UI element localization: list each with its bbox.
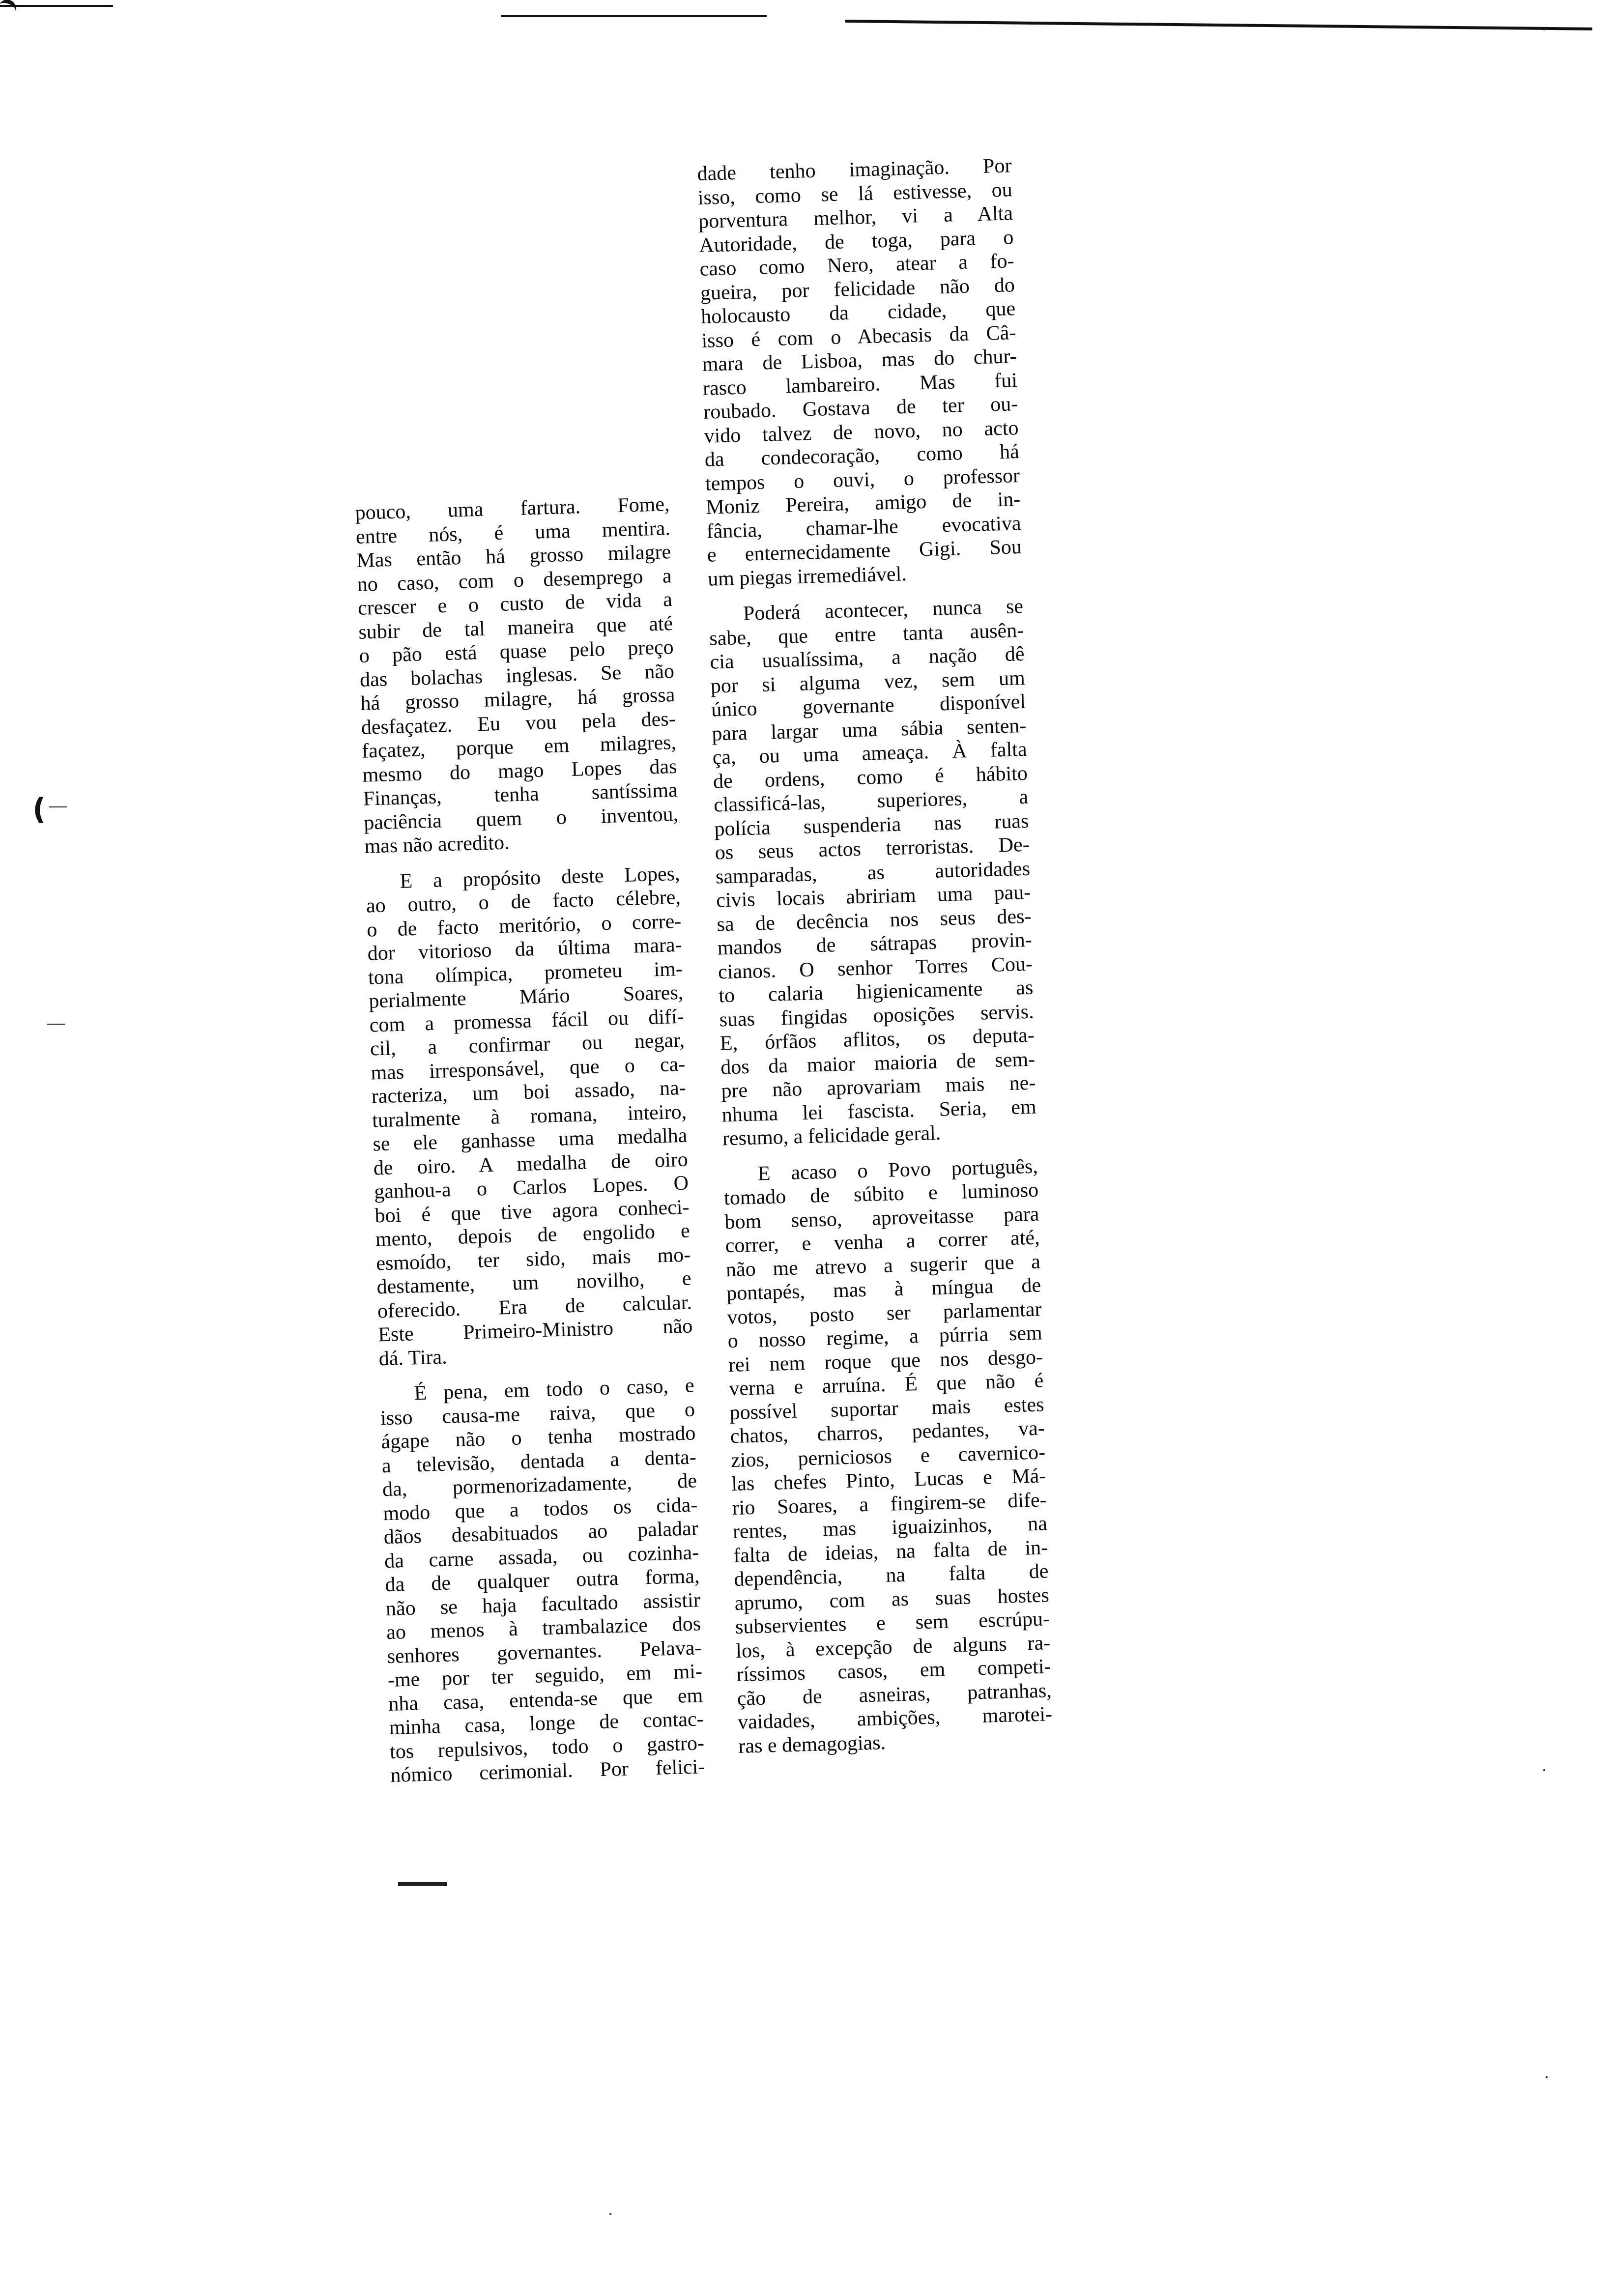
paragraph <box>365 861 693 1371</box>
scan-smudge <box>398 1882 447 1886</box>
text-line: Mas então há grosso milagre <box>356 541 671 572</box>
text-line: classificá-las, superiores, a <box>713 785 1029 817</box>
text-line: samparadas, as autoridades <box>715 857 1031 888</box>
scan-top-edge-right <box>845 20 1592 30</box>
text-line: ríssimos casos, em competi- <box>736 1655 1051 1686</box>
text-line: único governante disponível <box>711 690 1026 721</box>
paragraph <box>355 492 679 859</box>
text-line: É pena, em todo o caso, e <box>414 1374 695 1405</box>
text-line: da carne assada, ou cozinha- <box>384 1541 699 1573</box>
text-line: senhores governantes. Pelava- <box>387 1636 702 1668</box>
text-line: mas irresponsável, que o ca- <box>370 1053 686 1085</box>
text-line: destamente, um novilho, e <box>376 1267 692 1299</box>
text-line: correr, e venha a correr até, <box>725 1226 1040 1258</box>
punch-hole-mark-upper: ( <box>32 792 46 827</box>
text-line: roubado. Gostava de ter ou- <box>703 393 1018 424</box>
text-line: da condecoração, como há <box>704 440 1020 471</box>
text-line: -me por ter seguido, em mi- <box>387 1660 703 1692</box>
text-line: não me atrevo a sugerir que a <box>725 1250 1041 1281</box>
paragraph <box>708 595 1037 1151</box>
text-line: mara de Lisboa, mas do chur- <box>702 345 1017 376</box>
text-line: tempos o ouvi, o professor <box>705 464 1020 495</box>
text-line: cil, a confirmar ou negar, <box>370 1029 685 1061</box>
text-line: rio Soares, a fingirem-se dife- <box>732 1488 1047 1520</box>
text-line: dos da maior maioria de sem- <box>720 1048 1036 1079</box>
text-line: votos, posto ser parlamentar <box>726 1297 1042 1329</box>
scan-top-edge-left <box>0 5 113 7</box>
text-line: possível suportar mais estes <box>729 1393 1045 1424</box>
text-line: desfaçatez. Eu vou pela des- <box>361 707 676 739</box>
text-line: rasco lambareiro. Mas fui <box>702 369 1018 400</box>
text-line: dãos desabituados ao paladar <box>383 1517 699 1549</box>
text-line: por si alguma vez, sem um <box>710 666 1026 698</box>
text-line: E acaso o Povo português, <box>757 1155 1038 1185</box>
scan-top-edge-middle <box>501 15 767 17</box>
text-line: no caso, com o desemprego a <box>357 564 672 596</box>
text-line: porventura melhor, vi a Alta <box>698 202 1013 233</box>
text-line: pontapés, mas à míngua de <box>726 1274 1041 1305</box>
text-line: entre nós, é uma mentira. <box>355 517 671 548</box>
text-line: o pão está quase pelo preço <box>359 636 674 667</box>
scan-speck <box>1543 1769 1545 1771</box>
text-line: dependência, na falta de <box>733 1560 1049 1591</box>
text-line: paciência quem o inventou, <box>363 803 679 834</box>
text-line: E a propósito deste Lopes, <box>399 862 681 893</box>
text-line: ganhou-a o Carlos Lopes. O <box>374 1172 689 1204</box>
text-line: Autoridade, de toga, para o <box>698 226 1014 257</box>
text-line: resumo, a felicidade geral. <box>722 1121 941 1150</box>
text-line: fância, chamar-lhe evocativa <box>706 512 1022 543</box>
text-line: pre não aprovariam mais ne- <box>720 1071 1036 1103</box>
text-line: ção de asneiras, patranhas, <box>737 1679 1052 1710</box>
paragraph <box>697 154 1023 591</box>
text-line: da, pormenorizadamente, de <box>382 1469 697 1501</box>
text-line: turalmente à romana, inteiro, <box>372 1100 687 1132</box>
text-line: dor vitorioso da última mara- <box>367 933 683 965</box>
text-line: zios, perniciosos e cavernico- <box>730 1440 1046 1472</box>
text-line: os seus actos terroristas. De- <box>715 833 1030 864</box>
scan-speck <box>1543 29 1545 30</box>
text-line: ágape não o tenha mostrado <box>380 1422 696 1454</box>
text-line: civis locais abririam uma pau- <box>716 881 1031 912</box>
text-line: o nosso regime, a púrria sem <box>727 1321 1043 1353</box>
text-line: o de facto meritório, o corre- <box>366 910 682 942</box>
text-line: E, órfãos aflitos, os deputa- <box>720 1024 1035 1055</box>
text-line: crescer e o custo de vida a <box>357 588 673 620</box>
text-line: ça, ou uma ameaça. À falta <box>712 738 1028 769</box>
text-line: dá. Tira. <box>378 1345 448 1370</box>
text-line: vaidades, ambições, marotei- <box>737 1703 1053 1734</box>
text-line: gueira, por felicidade não do <box>700 273 1015 305</box>
text-line: de ordens, como é hábito <box>713 762 1028 793</box>
text-line: subservientes e sem escrúpu- <box>735 1607 1050 1638</box>
text-line: polícia suspenderia nas ruas <box>714 809 1029 841</box>
text-line: rei nem roque que nos desgo- <box>728 1345 1043 1377</box>
text-line: cianos. O senhor Torres Cou- <box>718 952 1033 983</box>
text-line: não se haja facultado assistir <box>385 1588 701 1620</box>
text-line: mesmo do mago Lopes das <box>362 755 677 787</box>
text-line: sabe, que entre tanta ausên- <box>709 619 1024 650</box>
text-line: dade tenho imaginação. Por <box>697 154 1012 185</box>
text-line: das bolachas inglesas. Se não <box>359 660 675 691</box>
text-line: perialmente Mário Soares, <box>368 981 684 1013</box>
text-line: isso, como se lá estivesse, ou <box>697 178 1013 209</box>
text-line: há grosso milagre, há grossa <box>360 683 675 715</box>
text-line: suas fingidas oposições servis. <box>719 1000 1035 1031</box>
text-line: tos repulsivos, todo o gastro- <box>389 1731 705 1763</box>
text-line: para largar uma sábia senten- <box>711 714 1027 746</box>
text-line: boi é que tive agora conheci- <box>374 1196 690 1227</box>
text-line: oferecido. Era de calcular. <box>377 1291 692 1322</box>
punch-hole-underline-lower <box>47 1024 65 1025</box>
text-line: tomado de súbito e luminoso <box>723 1178 1039 1210</box>
text-line: mas não acredito. <box>364 831 510 858</box>
text-line: aprumo, com as suas hostes <box>734 1583 1050 1615</box>
text-line: minha casa, longe de contac- <box>389 1708 704 1740</box>
text-line: mandos de sátrapas provin- <box>717 928 1033 960</box>
scan-speck <box>1546 2076 1548 2078</box>
text-line: nhuma lei fascista. Seria, em <box>721 1095 1037 1126</box>
text-line: to calaria higienicamente as <box>718 976 1034 1007</box>
text-line: se ele ganhasse uma medalha <box>372 1124 688 1156</box>
text-line: e enternecidamente Gigi. Sou <box>707 535 1022 567</box>
text-line: nha casa, entenda-se que em <box>388 1684 703 1716</box>
text-line: um piegas irremediável. <box>707 562 907 591</box>
text-line: nómico cerimonial. Por felici- <box>390 1755 705 1787</box>
text-line: isso é com o Abecasis da Câ- <box>701 321 1016 352</box>
text-line: a televisão, dentada a denta- <box>381 1445 697 1477</box>
text-line: los, à excepção de alguns ra- <box>735 1631 1051 1663</box>
text-line: de oiro. A medalha de oiro <box>373 1148 689 1179</box>
text-line: subir de tal maneira que até <box>358 612 673 644</box>
paragraph <box>379 1374 705 1787</box>
text-line: ras e demagogias. <box>738 1731 886 1758</box>
text-line: Poderá acontecer, nunca se <box>743 595 1024 625</box>
text-line: da de qualquer outra forma, <box>384 1565 700 1597</box>
text-line: isso causa-me raiva, que o <box>380 1398 695 1430</box>
text-line: racteriza, um boi assado, na- <box>371 1076 687 1108</box>
text-line: rentes, mas iguaizinhos, na <box>732 1512 1048 1544</box>
text-line: las chefes Pinto, Lucas e Má- <box>731 1464 1046 1496</box>
text-line: tona olímpica, prometeu im- <box>368 957 683 989</box>
text-line: pouco, uma fartura. Fome, <box>355 493 670 524</box>
text-line: falta de ideias, na falta de in- <box>733 1536 1048 1567</box>
text-line: Finanças, tenha santíssima <box>363 778 678 810</box>
text-line: sa de decência nos seus des- <box>717 905 1032 936</box>
text-line: Moniz Pereira, amigo de in- <box>705 488 1021 519</box>
text-line: holocausto da cidade, que <box>700 297 1016 328</box>
text-line: chatos, charros, pedantes, va- <box>730 1417 1045 1448</box>
text-line: Este Primeiro-Ministro não <box>377 1315 693 1347</box>
text-line: ao menos à trambalazice dos <box>386 1612 701 1644</box>
text-line: bom senso, aproveitasse para <box>724 1203 1039 1234</box>
text-line: com a promessa fácil ou difí- <box>369 1005 685 1037</box>
text-line: caso como Nero, atear a fo- <box>699 250 1015 281</box>
text-line: modo que a todos os cida- <box>382 1493 698 1525</box>
text-line: esmoído, ter sido, mais mo- <box>375 1243 691 1275</box>
scan-speck <box>609 2213 611 2215</box>
article-column-left <box>355 492 705 1787</box>
text-line: façatez, porque em milagres, <box>361 731 677 763</box>
article-column-right <box>697 154 1053 1758</box>
punch-hole-underline-upper <box>49 806 67 807</box>
text-line: vido talvez de novo, no acto <box>703 416 1019 448</box>
text-line: ao outro, o de facto célebre, <box>366 886 681 918</box>
text-line: mento, depois de engolido e <box>375 1219 691 1251</box>
text-line: cia usualíssima, a nação dê <box>710 642 1025 674</box>
paragraph <box>723 1154 1053 1758</box>
text-line: verna e arruína. É que não é <box>728 1369 1044 1401</box>
punch-hole-mark-lower <box>0 0 19 12</box>
